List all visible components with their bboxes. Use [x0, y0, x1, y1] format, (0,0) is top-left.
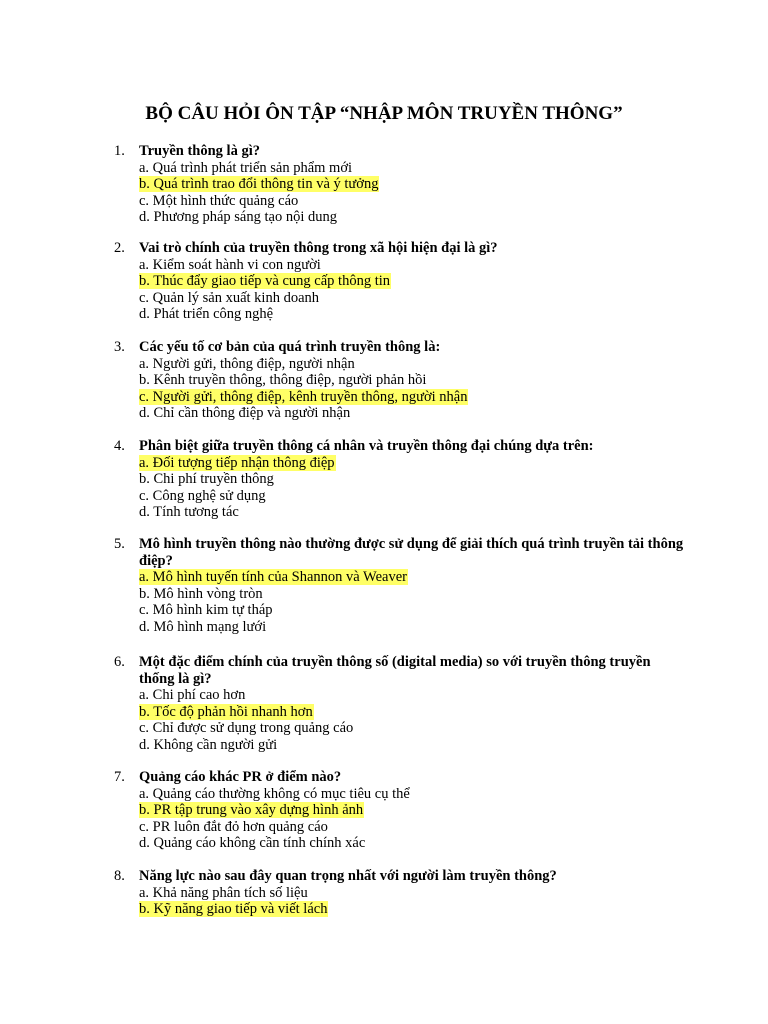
answer-options: [139, 455, 699, 521]
question-text: Quảng cáo khác PR ở điểm nào?: [139, 769, 342, 785]
answer-option-text: c. Một hình thức quảng cáo: [139, 192, 299, 209]
answer-option: [139, 193, 699, 210]
question-number: 8.: [114, 868, 125, 884]
answer-option-text: c. Công nghệ sử dụng: [139, 487, 266, 504]
answer-option-text: b. Chi phí truyền thông: [139, 471, 274, 488]
answer-option-text: d. Tính tương tác: [139, 504, 239, 521]
answer-option: [139, 819, 699, 836]
answer-option-text: a. Quá trình phát triển sản phẩm mới: [139, 159, 353, 176]
question-text: Mô hình truyền thông nào thường được sử dụng để giải thích quá trình truyền tải thông điệp?: [139, 536, 684, 569]
answer-option: [139, 471, 699, 488]
answer-option: [139, 257, 699, 274]
answer-option-text: b. Kỹ năng giao tiếp và viết lách: [139, 901, 328, 918]
answer-option-text: d. Chỉ cần thông điệp và người nhận: [139, 405, 351, 422]
answer-option-text: a. Đối tượng tiếp nhận thông điệp: [139, 454, 335, 471]
answer-options: [139, 160, 699, 226]
answer-option-text: a. Chi phí cao hơn: [139, 687, 246, 704]
answer-option: [139, 586, 699, 603]
question-text: Năng lực nào sau đây quan trọng nhất với người làm truyền thông?: [139, 868, 557, 884]
answer-option: [139, 356, 699, 373]
answer-option: [139, 504, 699, 521]
answer-option-text: a. Khả năng phân tích số liệu: [139, 884, 308, 901]
answer-option: [139, 160, 699, 177]
answer-options: [139, 885, 699, 918]
question-number: 2.: [114, 240, 125, 256]
answer-option-text: b. Mô hình vòng tròn: [139, 585, 263, 602]
answer-option: [139, 389, 699, 406]
answer-option: [139, 901, 699, 918]
answer-option-text: d. Phát triển công nghệ: [139, 306, 274, 323]
answer-option-text: a. Quảng cáo thường không có mục tiêu cụ thể: [139, 785, 410, 802]
question-text: Một đặc điểm chính của truyền thông số (digital media) so với truyền thông truyền thống là gì?: [139, 654, 651, 687]
question-number: 4.: [114, 438, 125, 454]
answer-option: [139, 619, 699, 636]
answer-option: [139, 306, 699, 323]
answer-option-text: c. Chỉ được sử dụng trong quảng cáo: [139, 720, 354, 737]
answer-option: [139, 835, 699, 852]
answer-option-text: c. Người gửi, thông điệp, kênh truyền thông, người nhận: [139, 388, 468, 405]
question-text: Vai trò chính của truyền thông trong xã hội hiện đại là gì?: [139, 240, 498, 256]
answer-option-text: d. Mô hình mạng lưới: [139, 618, 267, 635]
answer-option: [139, 704, 699, 721]
answer-option-text: b. Quá trình trao đổi thông tin và ý tưởng: [139, 176, 379, 193]
question-text: Truyền thông là gì?: [139, 143, 260, 159]
answer-option-text: b. PR tập trung vào xây dựng hình ảnh: [139, 802, 364, 819]
question-text: Phân biệt giữa truyền thông cá nhân và truyền thông đại chúng dựa trên:: [139, 438, 594, 454]
answer-option-text: c. PR luôn đắt đỏ hơn quảng cáo: [139, 818, 328, 835]
question-number: 5.: [114, 536, 125, 552]
question-number: 6.: [114, 654, 125, 670]
answer-options: [139, 257, 699, 323]
question-number: 3.: [114, 339, 125, 355]
answer-option: [139, 687, 699, 704]
answer-option-text: a. Mô hình tuyến tính của Shannon và Weaver: [139, 569, 407, 586]
answer-option: [139, 488, 699, 505]
answer-option-text: c. Mô hình kim tự tháp: [139, 602, 273, 619]
question-text: Các yếu tố cơ bản của quá trình truyền thông là:: [139, 339, 441, 355]
answer-option-text: a. Người gửi, thông điệp, người nhận: [139, 355, 355, 372]
answer-option: [139, 372, 699, 389]
question-number: 7.: [114, 769, 125, 785]
answer-option: [139, 209, 699, 226]
answer-option: [139, 405, 699, 422]
answer-option: [139, 802, 699, 819]
answer-option-text: c. Quản lý sản xuất kinh doanh: [139, 289, 320, 306]
answer-option: [139, 885, 699, 902]
answer-option: [139, 786, 699, 803]
answer-option-text: d. Không cần người gửi: [139, 736, 278, 753]
question-number: 1.: [114, 143, 125, 159]
answer-option: [139, 602, 699, 619]
answer-option: [139, 569, 699, 586]
document-title: BỘ CÂU HỎI ÔN TẬP “NHẬP MÔN TRUYỀN THÔNG”: [145, 103, 623, 124]
answer-option-text: a. Kiểm soát hành vi con người: [139, 256, 321, 273]
answer-option: [139, 273, 699, 290]
answer-option-text: b. Thúc đẩy giao tiếp và cung cấp thông tin: [139, 273, 391, 290]
answer-option-text: d. Quảng cáo không cần tính chính xác: [139, 835, 366, 852]
answer-option-text: b. Kênh truyền thông, thông điệp, người phản hồi: [139, 372, 427, 389]
answer-options: [139, 687, 699, 753]
answer-options: [139, 356, 699, 422]
answer-option: [139, 455, 699, 472]
answer-option-text: d. Phương pháp sáng tạo nội dung: [139, 209, 337, 226]
answer-option: [139, 290, 699, 307]
answer-option: [139, 737, 699, 754]
answer-option: [139, 176, 699, 193]
answer-option: [139, 720, 699, 737]
answer-option-text: b. Tốc độ phản hồi nhanh hơn: [139, 703, 313, 720]
answer-options: [139, 569, 699, 635]
answer-options: [139, 786, 699, 852]
